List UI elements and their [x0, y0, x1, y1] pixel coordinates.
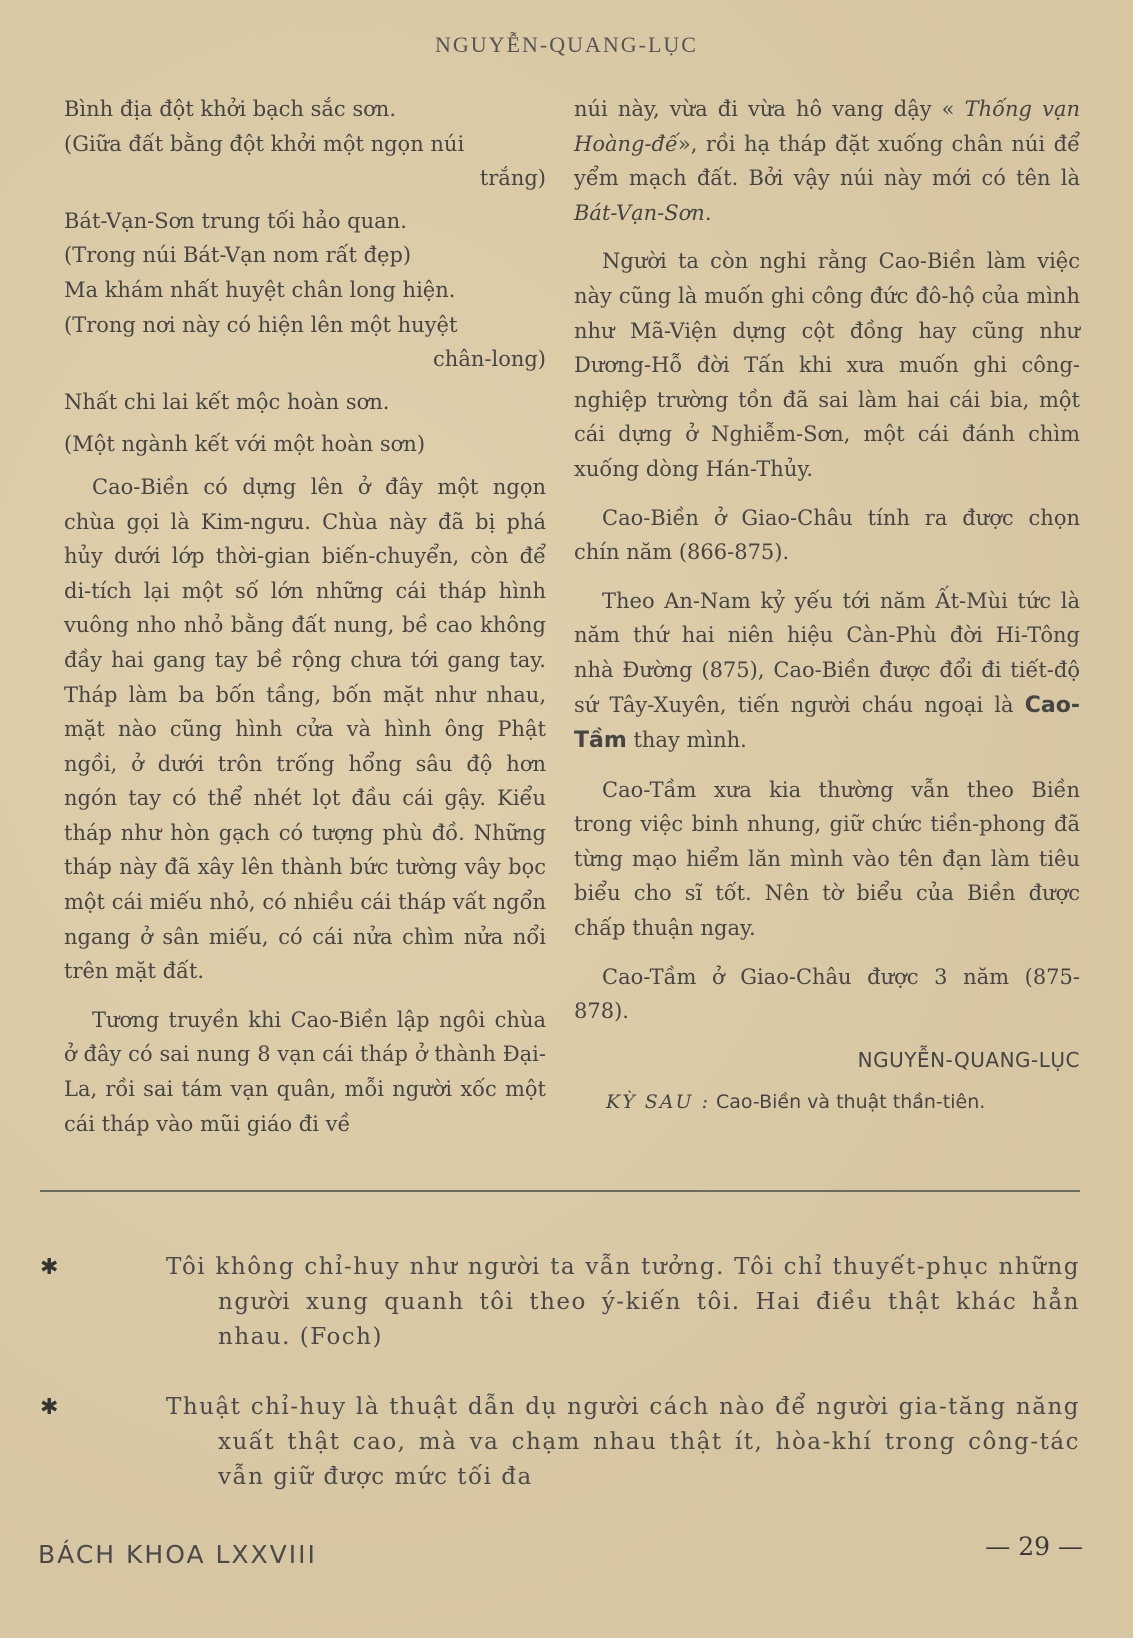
quote-text: Thuật chỉ-huy là thuật dẫn dụ người cách nào để người gia-tăng năng xuất thật cao, mà va chạm nhau thật ít, hòa-khí trong công-tác vẫn giữ được mức tối đa — [166, 1394, 1080, 1490]
verse-line: Nhất chi lai kết mộc hoàn sơn. — [64, 389, 390, 414]
star-bullet-icon: ✱ — [40, 1255, 59, 1280]
verse-line: trắng) — [479, 166, 546, 191]
page-number: — 29 — — [985, 1532, 1083, 1561]
quote-block — [40, 1250, 1080, 1355]
star-bullet-icon: ✱ — [40, 1395, 59, 1420]
verse-line: Bát-Vạn-Sơn trung tối hảo quan. — [64, 208, 407, 233]
author-signature: NGUYỄN-QUANG-LỤC — [857, 1047, 1080, 1072]
text-run: thay mình. — [633, 728, 747, 753]
verse-line: chân-long) — [433, 347, 546, 372]
running-head: NGUYỄN-QUANG-LỤC — [435, 32, 698, 57]
italic-text: Thống vạn Hoàng-đế — [574, 97, 1080, 156]
body-paragraph: Cao-Biền có dựng lên ở đây một ngọn chùa gọi là Kim-ngưu. Chùa này đã bị phá hủy dưới lớp thời-gian biến-chuyển, còn để di-tích lại một số lớn những cái tháp hình vuông nho nhỏ bằng đất nung, bề cao không đầy hai gang tay bề rộng chưa tới gang tay. Tháp làm ba bốn tầng, bốn mặt như nhau, mặt nào cũng hình cửa và hình ông Phật ngồi, ở dưới trôn trống hổng sâu độ hơn ngón tay có thể nhét lọt đầu cái gậy. Kiểu tháp như hòn gạch có tượng phù đồ. Những tháp này đã xây lên thành bức tường vây bọc một cái miếu nhỏ, có nhiều cái tháp vất ngổn ngang ở sân miếu, có cái nửa chìm nửa nổi trên mặt đất. — [64, 474, 546, 984]
body-paragraph: Cao-Tầm ở Giao-Châu được 3 năm (875-878). — [574, 964, 1080, 1024]
magazine-name: BÁCH KHOA LXXVIII — [38, 1540, 317, 1569]
poem-verse — [64, 92, 546, 462]
body-paragraph: Cao-Tầm xưa kia thường vẫn theo Biền trong việc binh nhung, giữ chức tiền-phong đã từng mạo hiểm lăn mình vào tên đạn làm tiêu biểu cho sĩ tốt. Nên tờ biểu của Biền được chấp thuận ngay. — [574, 777, 1080, 941]
section-divider — [40, 1190, 1080, 1192]
verse-line: (Một ngành kết với một hoàn sơn) — [64, 432, 426, 457]
verse-line: (Trong núi Bát-Vạn nom rất đẹp) — [64, 243, 412, 268]
next-issue-note — [574, 1085, 1080, 1120]
quote-text: Tôi không chỉ-huy như người ta vẫn tưởng. Tôi chỉ thuyết-phục những người xung quanh tôi theo ý-kiến tôi. Hai điều thật khác hẳn nhau. (Foch) — [166, 1254, 1080, 1350]
text-run: núi này, vừa đi vừa hô vang dậy « — [574, 97, 955, 121]
verse-line: (Trong nơi này có hiện lên một huyệt — [64, 312, 458, 337]
text-run: . — [704, 200, 712, 225]
body-paragraph: Tương truyền khi Cao-Biền lập ngôi chùa ở đây có sai nung 8 vạn cái tháp ở thành Đại-La, rồi sai tám vạn quân, mỗi người xốc một cái tháp vào mũi giáo đi về — [64, 1007, 546, 1136]
quote-block — [40, 1390, 1080, 1495]
body-paragraph: Cao-Biền ở Giao-Châu tính ra được chọn chín năm (866-875). — [574, 505, 1080, 565]
verse-line: Ma khám nhất huyệt chân long hiện. — [64, 277, 456, 302]
next-issue-text: Cao-Biền và thuật thần-tiên. — [716, 1091, 986, 1114]
body-paragraph — [574, 92, 1080, 230]
verse-line: (Giữa đất bằng đột khởi một ngọn núi — [64, 131, 465, 156]
emphasized-name: Cao-Tầm — [574, 692, 1080, 754]
body-paragraph — [574, 584, 1080, 759]
italic-text: Bát-Vạn-Sơn — [574, 200, 705, 225]
verse-line: Bình địa đột khởi bạch sắc sơn. — [64, 97, 396, 121]
left-column — [64, 92, 546, 1155]
right-column — [574, 92, 1080, 1120]
text-run: », rồi hạ tháp đặt xuống chân núi để yểm mạch đất. Bởi vậy núi này mới có tên là — [574, 131, 1080, 191]
next-issue-label: KỲ SAU : — [606, 1091, 710, 1114]
text-run: Theo An-Nam kỷ yếu tới năm Ất-Mùi tức là năm thứ hai niên hiệu Càn-Phù đời Hi-Tông nhà Đường (875), Cao-Biền được đổi đi tiết-độ sứ Tây-Xuyên, tiến người cháu ngoại là — [574, 588, 1080, 717]
body-paragraph: Người ta còn nghi rằng Cao-Biền làm việc này cũng là muốn ghi công đức đô-hộ của mình như Mã-Viện dựng cột đồng hay cũng như Dương-Hỗ đời Tấn khi xưa muốn ghi công-nghiệp trường tồn đã sai làm hai cái bia, một cái dựng ở Nghiễm-Sơn, một cái đánh chìm xuống dòng Hán-Thủy. — [574, 249, 1080, 481]
